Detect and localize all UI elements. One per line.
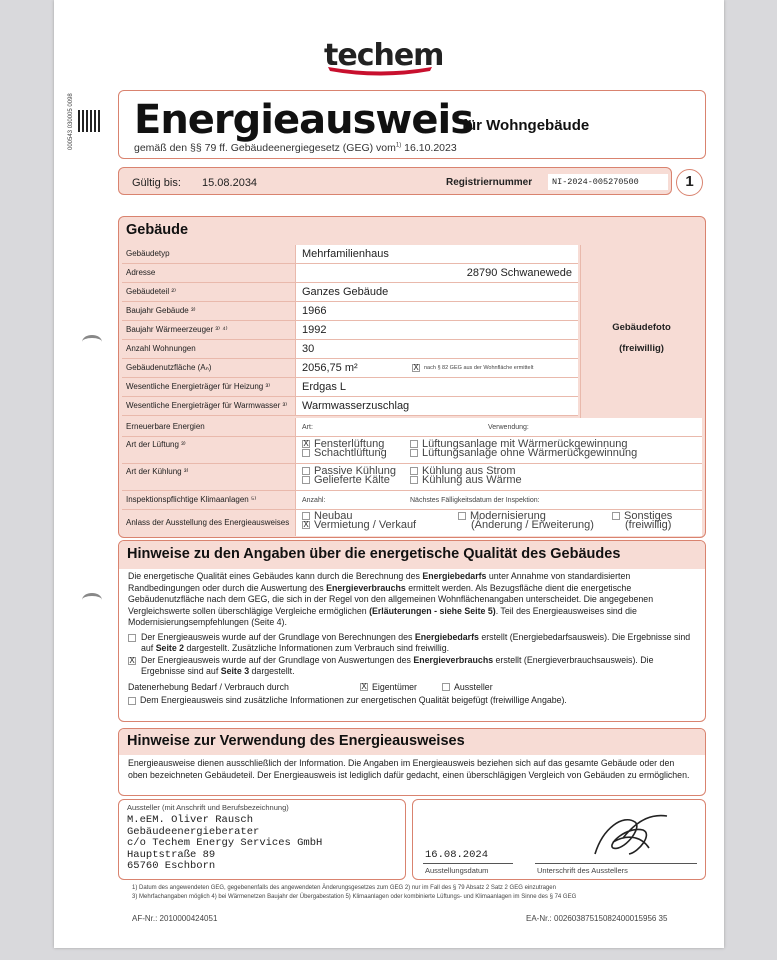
side-code: 000543 030005 0098 xyxy=(68,93,74,150)
af-number: AF-Nr.: 2010000424051 xyxy=(132,914,218,923)
ea-number: EA-Nr.: 00260387515082400015956 35 xyxy=(526,914,668,923)
hints-section xyxy=(118,540,706,722)
registration-label: Registriernummer xyxy=(446,177,533,188)
signature-image xyxy=(583,808,673,864)
hints-heading: Hinweise zu den Angaben über die energetische Qualität des Gebäudes xyxy=(127,546,621,562)
issuer-label: Aussteller (mit Anschrift und Berufsbezeichnung) xyxy=(127,803,289,812)
issue-date-label: Ausstellungsdatum xyxy=(425,866,489,875)
table-row: Gebäudetyp Mehrfamilienhaus xyxy=(122,245,578,264)
heating-row: Wesentliche Energieträger für Heizung ³⁾ Erdgas L xyxy=(122,378,578,397)
registration-number: NI-2024-005270500 xyxy=(548,174,668,190)
renewables-row: Erneuerbare Energien Art: Verwendung: xyxy=(122,418,702,437)
page-number: 1 xyxy=(676,169,703,196)
hints-paragraph: Die energetische Qualität eines Gebäudes kann durch die Berechnung des Energiebedarfs unter Annahme von standardisierten Randbedingungen oder durch die Auswertung des Energieverbrauchs ermittelt werden. Als Bezugsfläche dient die energetische Gebäudenutzfläche nach dem GEG, die sich in der Regel von den allgemeinen Wohnflächenangaben unterscheidet. Die angegebenen Vergleichswerte sollen überschlägige Vergleiche ermöglichen (Erläuterungen - siehe Seite 5). Teil des Energieausweises sind die Modernisierungsempfehlungen (Seite 4). xyxy=(128,571,654,627)
extra-info: Dem Energieausweis sind zusätzliche Informationen zur energetischen Qualität beigefügt (freiwillige Angabe). xyxy=(128,695,696,707)
option-consumption: X Der Energieausweis wurde auf der Grundlage von Auswertungen des Energieverbrauchs erstellt (Energieverbrauchsausweis). Die Ergebnisse sind auf Seite 3 dargestellt. xyxy=(129,654,654,676)
table-row: Baujahr Wärmeerzeuger ³⁾ ⁴⁾ 1992 xyxy=(122,321,578,340)
occasion-row: Anlass der Ausstellung des Energieausweises Neubau X Vermietung / Verkauf Modernisierung (Änderung / Erweiterung) Sonstiges (freiwillig) xyxy=(122,510,702,536)
signature-label: Unterschrift des Ausstellers xyxy=(537,866,628,875)
table-row: Anzahl Wohnungen 30 xyxy=(122,340,578,359)
issuer-box xyxy=(118,799,406,880)
valid-until-date: 15.08.2034 xyxy=(202,177,258,189)
certificate-page xyxy=(54,0,724,948)
building-table-lower xyxy=(122,418,702,536)
usage-heading: Hinweise zur Verwendung des Energieausweises xyxy=(127,733,465,749)
table-row: Adresse 28790 Schwanewede xyxy=(122,264,578,283)
punch-hole xyxy=(82,593,102,607)
usage-text: Energieausweise dienen ausschließlich der Information. Die Angaben im Energieausweis beziehen sich auf das gesamte Gebäude oder den oben bezeichneten Gebäudeteil. Der Energieausweis ist lediglich dafür gedacht, einen überschlägigen Vergleich von Gebäuden zu ermöglichen. xyxy=(128,758,690,780)
table-row: Baujahr Gebäude ³⁾ 1966 xyxy=(122,302,578,321)
page-subtitle: für Wohngebäude xyxy=(462,117,590,134)
footnotes: 1) Datum des angewendeten GEG, gegebenenfalls des angewendeten Änderungsgesetzes zum GEG 2) nur im Fall des § 79 Absatz 2 Satz 2 GEG einzutragen 3) Mehrfachangaben möglich 4) bei Wärmenetzen Baujahr der Übergabestation 5) Klimaanlagen oder kombinierte Lüftungs- und Klimaanlagen im Sinne des § 74 GEG xyxy=(132,885,577,900)
data-collection: Datenerhebung Bedarf / Verbrauch durch X Eigentümer Aussteller xyxy=(128,681,493,692)
building-table xyxy=(122,245,578,416)
water-row: Wesentliche Energieträger für Warmwasser ³⁾ Warmwasserzuschlag xyxy=(122,397,578,416)
signature-box xyxy=(412,799,706,880)
punch-hole xyxy=(82,335,102,349)
cooling-row: Art der Kühlung ³⁾ Passive Kühlung Gelieferte Kälte Kühlung aus Strom Kühlung aus Wärme xyxy=(122,464,702,491)
techem-logo: techem xyxy=(324,38,444,73)
datamatrix-code xyxy=(78,110,100,132)
area-row: Gebäudenutzfläche (Aₙ) 2056,75 m² X nach § 82 GEG aus der Wohnfläche ermittelt xyxy=(122,359,578,378)
building-photo-area: Gebäudefoto (freiwillig) xyxy=(580,245,702,421)
issuer-address: M.eEM. Oliver Rausch Gebäudeenergieberater c/o Techem Energy Services GmbH Hauptstraße 89 65760 Eschborn xyxy=(127,814,323,872)
valid-until-label: Gültig bis: xyxy=(132,177,181,189)
building-heading: Gebäude xyxy=(126,222,189,238)
logo-swoosh xyxy=(326,64,434,78)
ventilation-row: Art der Lüftung ³⁾ X Fensterlüftung Schachtlüftung Lüftungsanlage mit Wärmerückgewinnung Lüftungsanlage ohne Wärmerückgewinnung xyxy=(122,437,702,464)
inspection-row: Inspektionspflichtige Klimaanlagen ⁵⁾ Anzahl: Nächstes Fälligkeitsdatum der Inspektion: xyxy=(122,491,702,510)
issue-date: 16.08.2024 xyxy=(425,849,489,861)
law-reference: gemäß den §§ 79 ff. Gebäudeenergiegesetz (GEG) vom$^{1)}$ 16.10.2023 xyxy=(134,142,457,154)
table-row: Gebäudeteil ²⁾ Ganzes Gebäude xyxy=(122,283,578,302)
usage-section xyxy=(118,728,706,796)
page-title: Energieausweis xyxy=(134,97,474,143)
option-demand: Der Energieausweis wurde auf der Grundlage von Berechnungen des Energiebedarfs erstellt (Energiebedarfsausweis). Die Ergebnisse sind auf Seite 2 dargestellt. Zusätzliche Informationen zum Verbrauch sind freiwillig. xyxy=(128,632,696,655)
